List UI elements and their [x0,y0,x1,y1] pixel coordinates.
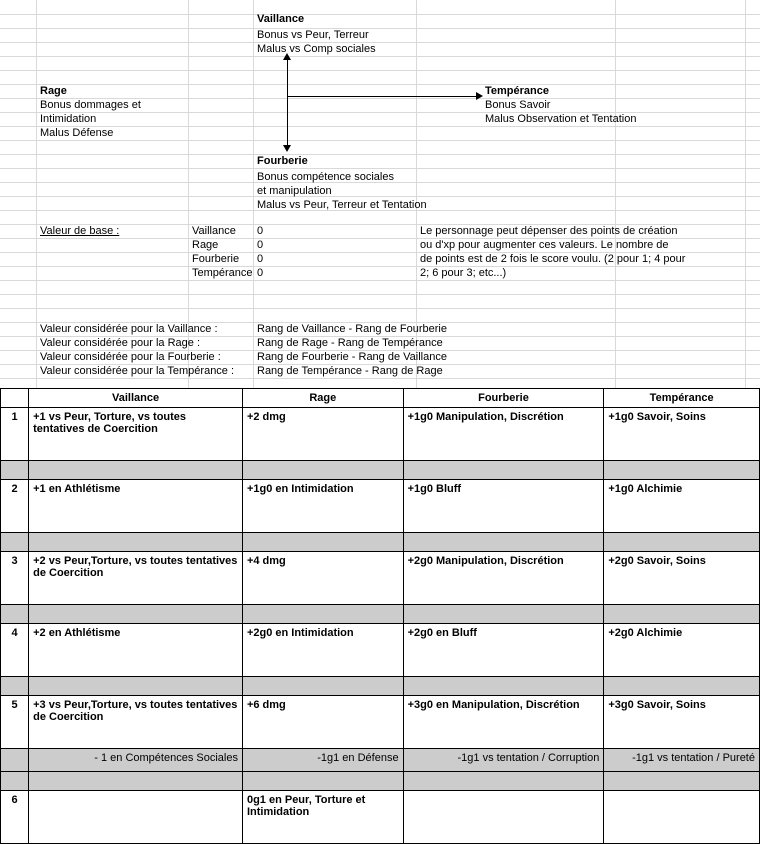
axis-top-title: Vaillance [257,13,305,25]
formula-value-0: Rang de Vaillance - Rang de Fourberie [257,323,447,335]
row-rank: 2 [1,480,29,533]
base-row-name-1: Rage [192,239,219,251]
malus-temperance: -1g1 vs tentation / Pureté [604,749,760,772]
base-row-value-1: 0 [257,239,264,251]
table-row [1,408,760,461]
malus-vaillance: - 1 en Compétences Sociales [29,749,243,772]
row-vaillance: +3 vs Peur,Torture, vs toutes tentatives de Coercition [29,696,243,749]
row-separator [1,772,760,791]
axis-right-line-2: Malus Observation et Tentation [485,113,637,125]
row-rank: 3 [1,552,29,605]
base-row-name-3: Tempérance [192,267,253,279]
formula-label-1: Valeur considérée pour la Rage : [40,337,201,349]
row-separator [1,461,760,480]
row-rank: 4 [1,624,29,677]
row-rank: 1 [1,408,29,461]
row-temperance: +1g0 Savoir, Soins [604,408,760,461]
table-row [1,480,760,533]
header-vaillance: Vaillance [29,389,243,408]
axis-left-line-2: Intimidation [40,113,97,125]
base-row-value-2: 0 [257,253,264,265]
row-fourberie: +1g0 Manipulation, Discrétion [403,408,604,461]
arrow-head-down-icon [283,145,291,152]
base-row-value-0: 0 [257,225,264,237]
base-note-line-2: ou d'xp pour augmenter ces valeurs. Le nombre de [420,239,669,251]
base-note-line-3: de points est de 2 fois le score voulu. (2 pour 1; 4 pour [420,253,686,265]
formula-value-3: Rang de Tempérance - Rang de Rage [257,365,443,377]
row-fourberie: +3g0 en Manipulation, Discrétion [403,696,604,749]
row-fourberie: +2g0 Manipulation, Discrétion [403,552,604,605]
row-rage: +1g0 en Intimidation [242,480,403,533]
axis-left-line-3: Malus Défense [40,127,114,139]
axis-top-line-2: Malus vs Comp sociales [257,43,376,55]
row-vaillance: +2 en Athlétisme [29,624,243,677]
formula-value-1: Rang de Rage - Rang de Tempérance [257,337,443,349]
row-temperance: +2g0 Alchimie [604,624,760,677]
vertical-axis-line [287,60,288,145]
ranks-table [0,388,760,844]
formula-label-0: Valeur considérée pour la Vaillance : [40,323,218,335]
table-row [1,552,760,605]
formula-label-2: Valeur considérée pour la Fourberie : [40,351,221,363]
header-fourberie: Fourberie [403,389,604,408]
table-row-partial [1,791,760,844]
axis-bottom-line-1: Bonus compétence sociales [257,171,394,183]
malus-rank [1,749,29,772]
row-fourberie: +2g0 en Bluff [403,624,604,677]
table-row [1,696,760,749]
base-values-label: Valeur de base : [40,225,120,237]
formula-label-3: Valeur considérée pour la Tempérance : [40,365,235,377]
base-row-name-0: Vaillance [192,225,236,237]
axis-bottom-line-2: et manipulation [257,185,332,197]
axis-left-title: Rage [40,85,67,97]
axis-left-line-1: Bonus dommages et [40,99,141,111]
axis-right-title: Tempérance [485,85,549,97]
row-rage: +6 dmg [242,696,403,749]
malus-rage: -1g1 en Défense [242,749,403,772]
axis-right-line-1: Bonus Savoir [485,99,551,111]
base-row-name-2: Fourberie [192,253,240,265]
row-temperance: +3g0 Savoir, Soins [604,696,760,749]
row-rage: +2g0 en Intimidation [242,624,403,677]
row-rank: 5 [1,696,29,749]
row-vaillance [29,791,243,844]
row-temperance: +2g0 Savoir, Soins [604,552,760,605]
row-temperance: +1g0 Alchimie [604,480,760,533]
row-vaillance: +2 vs Peur,Torture, vs toutes tentatives de Coercition [29,552,243,605]
row-separator [1,605,760,624]
header-rage: Rage [242,389,403,408]
header-rank [1,389,29,408]
axis-bottom-line-3: Malus vs Peur, Terreur et Tentation [257,199,427,211]
table-header-row [1,389,760,408]
axis-top-line-1: Bonus vs Peur, Terreur [257,29,369,41]
axis-bottom-title: Fourberie [257,155,308,167]
horizontal-axis-line [287,96,476,97]
malus-fourberie: -1g1 vs tentation / Corruption [403,749,604,772]
table-row [1,624,760,677]
row-rank: 6 [1,791,29,844]
row-rage: 0g1 en Peur, Torture et Intimidation [242,791,403,844]
arrow-head-right-icon [476,92,483,100]
ranks-table-wrapper [0,388,760,844]
row-vaillance: +1 vs Peur, Torture, vs toutes tentatives de Coercition [29,408,243,461]
malus-row [1,749,760,772]
base-note-line-1: Le personnage peut dépenser des points de création [420,225,678,237]
base-row-value-3: 0 [257,267,264,279]
base-note-line-4: 2; 6 pour 3; etc...) [420,267,507,279]
row-fourberie [403,791,604,844]
row-separator [1,677,760,696]
row-rage: +4 dmg [242,552,403,605]
row-temperance [604,791,760,844]
row-vaillance: +1 en Athlétisme [29,480,243,533]
formula-value-2: Rang de Fourberie - Rang de Vaillance [257,351,447,363]
row-rage: +2 dmg [242,408,403,461]
row-separator [1,533,760,552]
header-temperance: Tempérance [604,389,760,408]
row-fourberie: +1g0 Bluff [403,480,604,533]
